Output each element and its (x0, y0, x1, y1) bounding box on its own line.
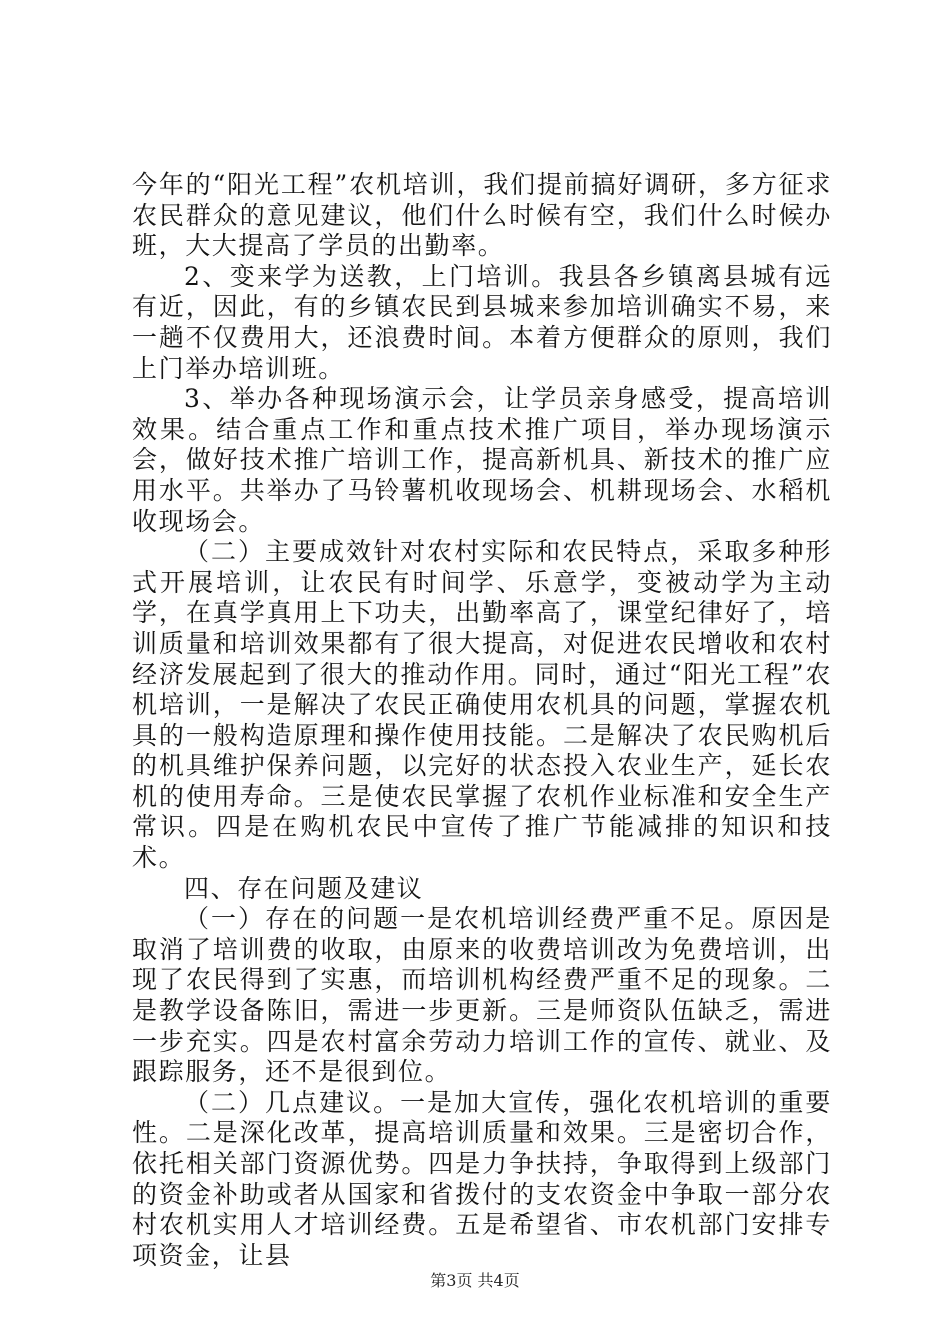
section-heading-problems: 四、存在问题及建议 (184, 873, 424, 903)
paragraph-item-2: 2、变来学为送教，上门培训。我县各乡镇离县城有远有近，因此，有的乡镇农民到县城来参加培训确实不易，来一趟不仅费用大，还浪费时间。本着方便群众的原则，我们上门举办培训班。 (132, 261, 832, 383)
paragraph-continued-intro: 今年的“阳光工程”农机培训，我们提前搞好调研，多方征求农民群众的意见建议，他们什么时候有空，我们什么时候办班，大大提高了学员的出勤率。 (132, 170, 832, 261)
paragraph-main-results: （二）主要成效针对农村实际和农民特点，采取多种形式开展培训，让农民有时间学、乐意学，变被动学为主动学，在真学真用上下功夫，出勤率高了，课堂纪律好了，培训质量和培训效果都有了很大提高，对促进农民增收和农村经济发展起到了很大的推动作用。同时，通过“阳光工程”农机培训，一是解决了农民正确使用农机具的问题，掌握农机具的一般构造原理和操作使用技能。二是解决了农民购机后的机具维护保养问题，以完好的状态投入农业生产，延长农机的使用寿命。三是使农民掌握了农机作业标准和安全生产常识。四是在购机农民中宣传了推广节能减排的知识和技术。 (132, 537, 832, 873)
document-body (132, 170, 832, 1271)
paragraph-suggestions: （二）几点建议。一是加大宣传，强化农机培训的重要性。二是深化改革，提高培训质量和效果。三是密切合作，依托相关部门资源优势。四是力争扶持，争取得到上级部门的资金补助或者从国家和省拨付的支农资金中争取一部分农村农机实用人才培训经费。五是希望省、市农机部门安排专项资金，让县 (132, 1087, 832, 1270)
page-number-footer: 第3页 共4页 (430, 1271, 520, 1290)
paragraph-item-3: 3、举办各种现场演示会，让学员亲身感受，提高培训效果。结合重点工作和重点技术推广项目，举办现场演示会，做好技术推广培训工作，提高新机具、新技术的推广应用水平。共举办了马铃薯机收现场会、机耕现场会、水稻机收现场会。 (132, 384, 832, 536)
paragraph-existing-problems: （一）存在的问题一是农机培训经费严重不足。原因是取消了培训费的收取，由原来的收费培训改为免费培训，出现了农民得到了实惠，而培训机构经费严重不足的现象。二是教学设备陈旧，需进一步更新。三是师资队伍缺乏，需进一步充实。四是农村富余劳动力培训工作的宣传、就业、及跟踪服务，还不是很到位。 (132, 904, 832, 1087)
